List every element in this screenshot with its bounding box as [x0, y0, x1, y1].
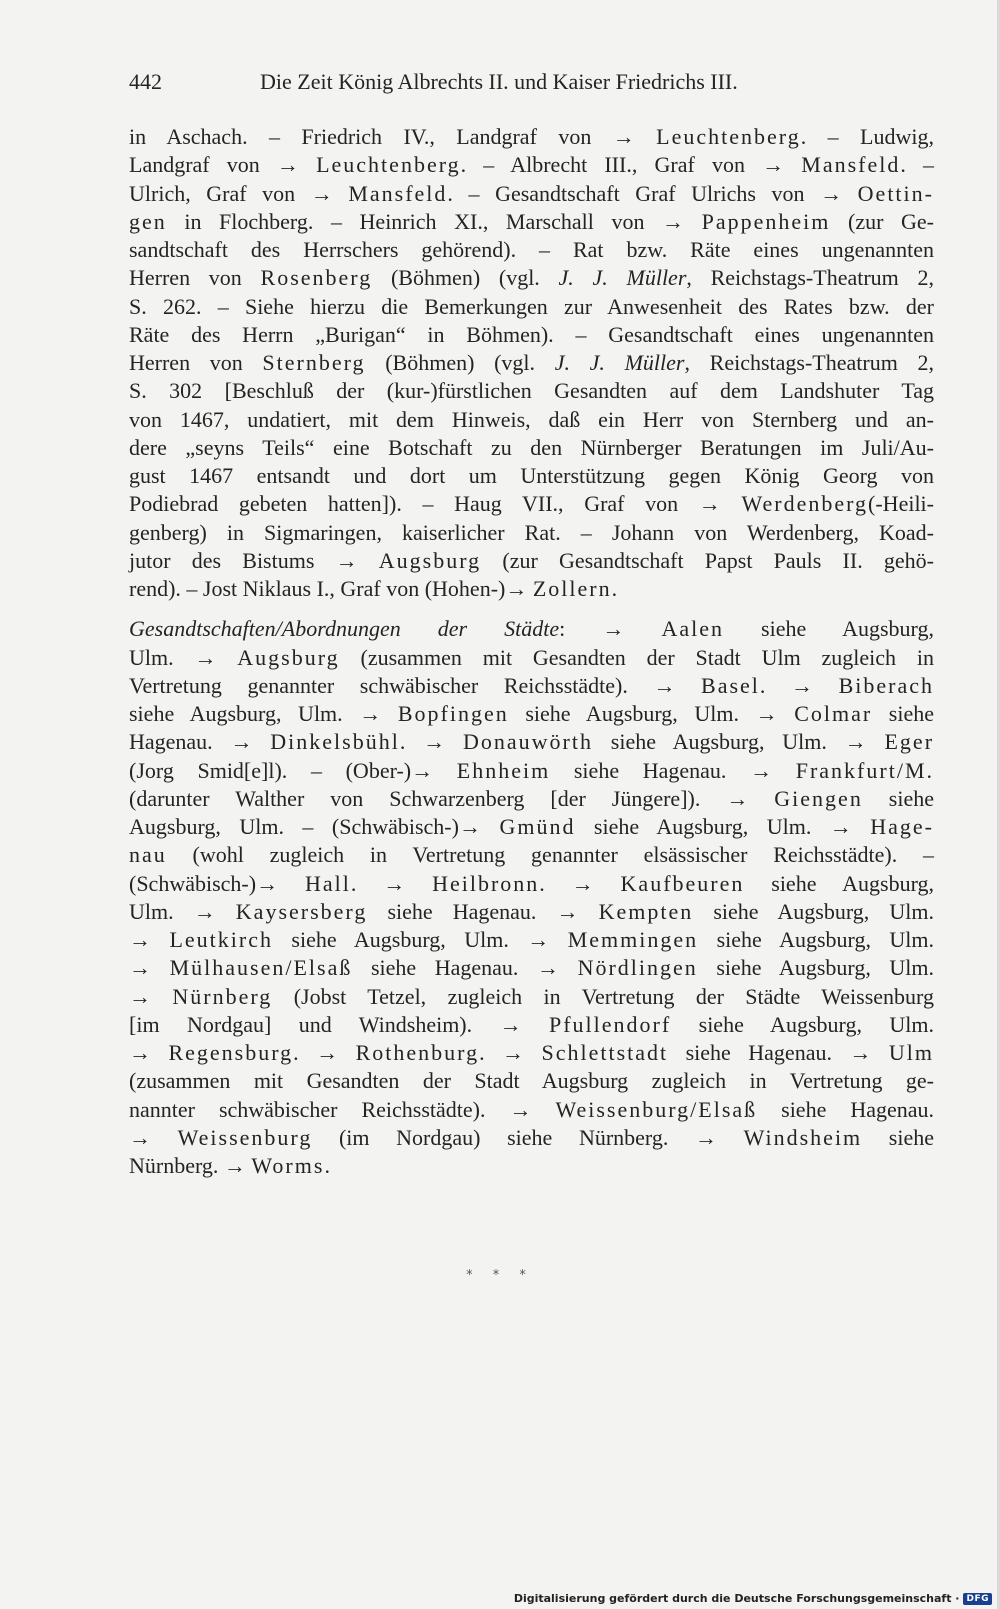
- place-name: Kempten: [598, 898, 694, 924]
- place-name: Frankfurt/M.: [795, 757, 934, 783]
- text-segment: . →: [293, 1040, 356, 1065]
- text-line: [129, 1011, 934, 1039]
- text-segment: (darunter Walther von Schwarzenberg [der Jüngere]). →: [129, 785, 775, 811]
- place-name: Schlettstadt: [541, 1040, 669, 1065]
- text-segment: .: [611, 576, 618, 601]
- place-name: Werdenberg: [741, 491, 869, 517]
- text-segment: (zur Gesandtschaft Papst Pauls II. gehö-: [481, 547, 934, 573]
- paragraph: [129, 615, 934, 1180]
- text-segment: siehe Augsburg, Ulm.: [697, 955, 935, 981]
- text-segment: →: [129, 955, 170, 981]
- text-segment: . –: [900, 152, 935, 178]
- place-name: Biberach: [838, 672, 934, 698]
- text-line: [129, 349, 934, 377]
- text-line: [129, 1039, 934, 1067]
- place-name: Oettin-: [857, 180, 934, 206]
- place-name: Windsheim: [743, 1124, 863, 1150]
- text-line: [129, 1152, 934, 1180]
- page-number: 442: [129, 69, 162, 94]
- text-segment: siehe Augsburg, Ulm. →: [272, 927, 568, 952]
- text-segment: . – Gesandtschaft Graf Ulrichs von →: [447, 180, 858, 206]
- text-line: [129, 123, 934, 151]
- text-line: [129, 983, 934, 1011]
- text-segment: sandtschaft des Herrschers gehörend). – Rat bzw. Räte eines ungenannten: [129, 237, 934, 262]
- place-name: Pfullendorf: [549, 1011, 672, 1037]
- text-line: [129, 490, 934, 518]
- text-segment: (zusammen mit Gesandten der Stadt Augsburg zugleich in Vertretung ge-: [129, 1068, 934, 1094]
- place-name: Sternberg: [262, 350, 366, 375]
- text-line: [129, 236, 934, 264]
- text-segment: →: [129, 927, 170, 952]
- text-line: [129, 615, 934, 643]
- text-segment: Nürnberg. →: [129, 1153, 252, 1178]
- text-line: [129, 644, 934, 672]
- text-segment: . – Ludwig,: [800, 124, 934, 149]
- text-segment: Augsburg, Ulm. – (Schwäbisch-)→: [129, 814, 500, 839]
- text-segment: : →: [559, 616, 662, 642]
- place-name: Donauwörth: [462, 729, 593, 755]
- place-name: Leuchtenberg: [316, 152, 461, 178]
- text-segment: S. 302 [Beschluß der (kur-)fürstlichen Gesandten auf dem Landshuter Tag: [129, 378, 934, 404]
- text-segment: . – Albrecht III., Graf von →: [460, 152, 802, 178]
- text-segment: [im Nordgau] und Windsheim). →: [129, 1011, 549, 1037]
- text-line: [129, 898, 934, 926]
- text-segment: (-Heili-: [868, 491, 934, 517]
- footer-text: Digitalisierung gefördert durch die Deutsche Forschungsgemeinschaft ·: [513, 1592, 960, 1605]
- place-name: Hall: [304, 870, 351, 896]
- text-segment: genberg) in Sigmaringen, kaiserlicher Rat. – Johann von Werdenberg, Koad-: [129, 519, 934, 545]
- place-name: Leuchtenberg: [656, 124, 801, 149]
- text-segment: (Jobst Tetzel, zugleich in Vertretung der Städte Weissenburg: [272, 983, 934, 1009]
- text-line: [129, 870, 934, 898]
- text-line: [129, 434, 934, 462]
- paragraph-gap: [129, 603, 934, 615]
- text-line: [129, 1096, 934, 1124]
- text-segment: (im Nordgau) siehe Nürnberg. →: [312, 1124, 744, 1150]
- text-line: [129, 264, 934, 292]
- running-title: Die Zeit König Albrechts II. und Kaiser Friedrichs III.: [260, 69, 738, 94]
- place-name: Kaysersberg: [235, 898, 368, 924]
- text-segment: in Aschach. – Friedrich IV., Landgraf von →: [129, 124, 657, 149]
- text-line: [129, 841, 934, 869]
- text-line: [129, 700, 934, 728]
- text-segment: (Böhmen) (vgl.: [365, 350, 555, 375]
- place-name: gen: [129, 208, 167, 234]
- text-segment: nannter schwäbischer Reichsstädte). →: [129, 1096, 556, 1122]
- text-segment: siehe: [862, 1124, 935, 1150]
- text-segment: . →: [759, 672, 839, 698]
- text-line: [129, 406, 934, 434]
- text-segment: Ulm. →: [129, 644, 238, 670]
- text-segment: siehe Augsburg, Ulm.: [671, 1011, 934, 1037]
- text-segment: . →: [479, 1040, 542, 1065]
- place-name: nau: [129, 842, 167, 868]
- text-segment: Ulrich, Graf von →: [129, 180, 349, 206]
- text-line: [129, 519, 934, 547]
- text-segment: , Reichstags-Theatrum 2,: [684, 350, 934, 375]
- text-segment: siehe Augsburg, Ulm. →: [508, 701, 795, 726]
- text-line: [129, 151, 934, 179]
- place-name: Aalen: [661, 616, 724, 642]
- text-segment: siehe: [872, 701, 934, 726]
- text-segment: →: [129, 1040, 169, 1065]
- text-segment: .: [324, 1153, 330, 1178]
- place-name: Heilbronn: [432, 870, 540, 896]
- text-segment: von 1467, undatiert, mit dem Hinweis, daß ein Herr von Sternberg und an-: [129, 406, 934, 432]
- place-name: Rosenberg: [260, 265, 373, 291]
- text-segment: gust 1467 entsandt und dort um Unterstützung gegen König Georg von: [129, 463, 934, 488]
- place-name: Pappenheim: [701, 208, 831, 234]
- text-line: [129, 813, 934, 841]
- place-name: Mansfeld: [801, 152, 901, 178]
- dfg-logo: DFG: [963, 1593, 992, 1605]
- footer-credit: [514, 1592, 992, 1605]
- text-segment: (Schwäbisch-)→: [129, 870, 305, 896]
- text-segment: siehe Augsburg,: [723, 616, 934, 642]
- text-segment: . →: [399, 729, 463, 755]
- text-segment: Herren von: [129, 350, 263, 375]
- italic-text: J. J. Müller: [558, 265, 687, 291]
- text-segment: →: [129, 983, 173, 1009]
- text-segment: . →: [350, 870, 433, 896]
- place-name: Mülhausen/Elsaß: [169, 955, 353, 981]
- running-header: [129, 68, 934, 96]
- place-name: Rothenburg: [355, 1040, 480, 1065]
- text-line: [129, 377, 934, 405]
- text-segment: siehe Augsburg, Ulm. →: [129, 701, 398, 726]
- text-segment: Hagenau. →: [129, 729, 271, 755]
- text-line: [129, 293, 934, 321]
- text-segment: Herren von: [129, 265, 261, 291]
- text-line: [129, 1067, 934, 1095]
- place-name: Memmingen: [567, 927, 699, 952]
- text-line: [129, 757, 934, 785]
- text-line: [129, 180, 934, 208]
- place-name: Gmünd: [499, 814, 576, 839]
- text-segment: S. 262. – Siehe hierzu die Bemerkungen zur Anwesenheit des Rates bzw. der: [129, 293, 934, 319]
- text-line: [129, 954, 934, 982]
- place-name: Augsburg: [237, 644, 340, 670]
- place-name: Regensburg: [168, 1040, 294, 1065]
- text-segment: Landgraf von →: [129, 152, 317, 178]
- place-name: Weissenburg: [177, 1124, 313, 1150]
- text-segment: in Flochberg. – Heinrich XI., Marschall von →: [166, 208, 702, 234]
- text-line: [129, 321, 934, 349]
- text-segment: Ulm. →: [129, 898, 236, 924]
- text-segment: Räte des Herrn „Burigan“ in Böhmen). – Gesandtschaft eines ungenannten: [129, 321, 934, 347]
- text-line: [129, 547, 934, 575]
- place-name: Hage-: [870, 814, 935, 839]
- body-text: [129, 123, 934, 1180]
- text-segment: siehe Augsburg, Ulm. →: [592, 729, 885, 755]
- section-break: * * *: [466, 1268, 534, 1283]
- text-segment: , Reichstags-Theatrum 2,: [686, 265, 934, 291]
- text-line: [129, 208, 934, 236]
- text-segment: siehe Hagenau.: [757, 1096, 934, 1122]
- place-name: Ulm: [888, 1040, 935, 1065]
- text-line: [129, 785, 934, 813]
- text-segment: dere „seyns Teils“ eine Botschaft zu den Nürnberger Beratungen im Juli/Au-: [129, 434, 934, 460]
- text-segment: siehe Augsburg,: [744, 870, 935, 896]
- text-line: [129, 1124, 934, 1152]
- text-line: [129, 728, 934, 756]
- place-name: Leutkirch: [169, 927, 273, 952]
- place-name: Nürnberg: [172, 983, 273, 1009]
- place-name: Nördlingen: [577, 955, 698, 981]
- place-name: Zollern: [532, 576, 612, 601]
- text-segment: siehe Hagenau. →: [352, 955, 578, 981]
- place-name: Ehnheim: [456, 757, 551, 783]
- text-segment: siehe Hagenau. →: [367, 898, 599, 924]
- place-name: Mansfeld: [348, 180, 448, 206]
- text-segment: Vertretung genannter schwäbischer Reichsstädte). →: [129, 672, 702, 698]
- text-segment: siehe Augsburg, Ulm.: [698, 927, 935, 952]
- text-segment: rend). – Jost Niklaus I., Graf von (Hohen-)→: [129, 576, 533, 601]
- text-segment: jutor des Bistums →: [129, 547, 379, 573]
- text-segment: (zusammen mit Gesandten der Stadt Ulm zugleich in: [339, 644, 934, 670]
- text-segment: siehe Hagenau. →: [550, 757, 796, 783]
- text-segment: Podiebrad gebeten hatten]). – Haug VII., Graf von →: [129, 491, 742, 517]
- text-segment: (Böhmen) (vgl.: [372, 265, 559, 291]
- place-name: Augsburg: [378, 547, 482, 573]
- text-line: [129, 462, 934, 490]
- place-name: Weissenburg/Elsaß: [555, 1096, 758, 1122]
- text-segment: (zur Ge-: [830, 208, 934, 234]
- italic-text: J. J. Müller: [554, 350, 685, 375]
- place-name: Dinkelsbühl: [270, 729, 400, 755]
- text-segment: siehe Augsburg, Ulm. →: [575, 814, 871, 839]
- place-name: Basel: [701, 672, 760, 698]
- place-name: Colmar: [794, 701, 873, 726]
- text-segment: . →: [539, 870, 621, 896]
- place-name: Giengen: [774, 785, 863, 811]
- text-segment: (wohl zugleich in Vertretung genannter elsässischer Reichsstädte). –: [166, 842, 934, 868]
- place-name: Bopfingen: [397, 701, 509, 726]
- place-name: Eger: [884, 729, 935, 755]
- text-segment: siehe: [862, 785, 935, 811]
- text-segment: siehe Hagenau. →: [668, 1040, 889, 1065]
- text-line: [129, 672, 934, 700]
- paragraph: [129, 123, 934, 603]
- place-name: Kaufbeuren: [620, 870, 745, 896]
- text-line: [129, 926, 934, 954]
- text-segment: →: [129, 1124, 178, 1150]
- place-name: Worms: [251, 1153, 325, 1178]
- text-segment: (Jorg Smid[e]l). – (Ober-)→: [129, 757, 457, 783]
- text-segment: siehe Augsburg, Ulm.: [693, 898, 934, 924]
- text-line: [129, 575, 934, 603]
- italic-text: Gesandtschaften/Abordnungen der Städte: [129, 616, 560, 642]
